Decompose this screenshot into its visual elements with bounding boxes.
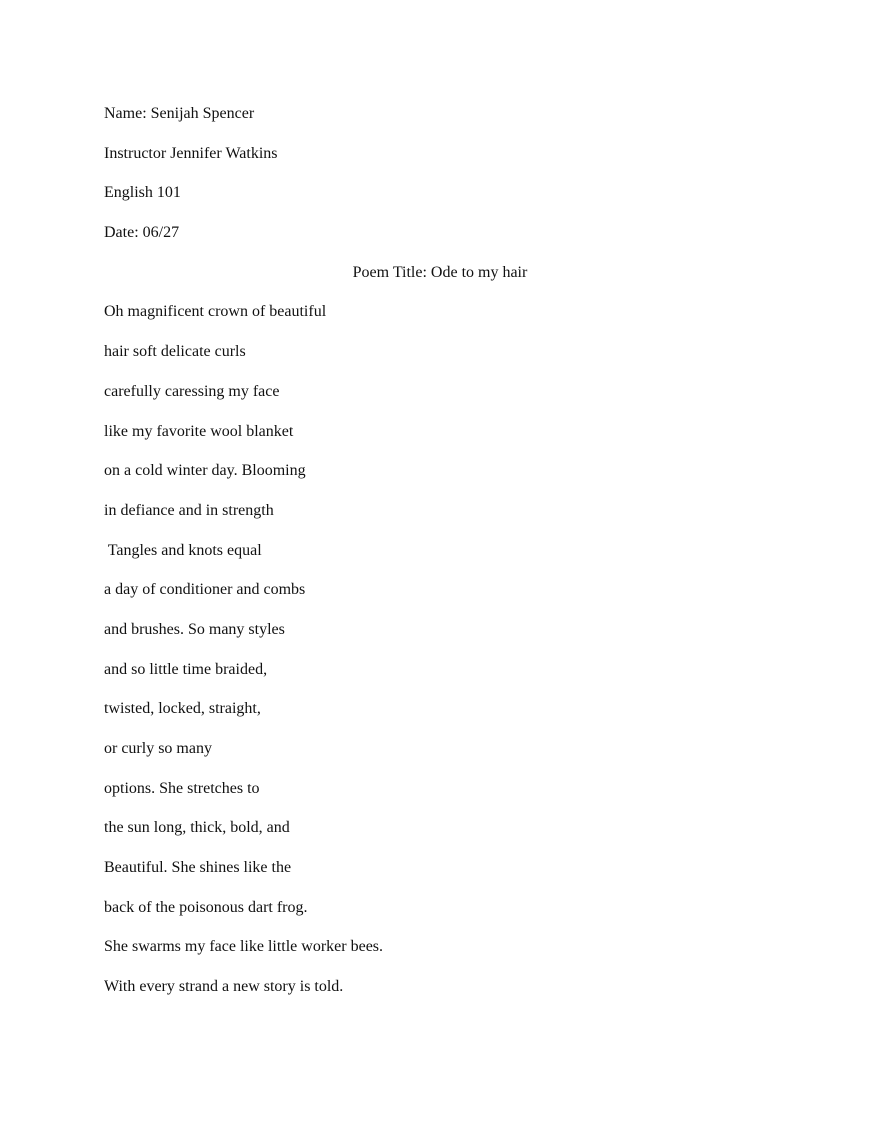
poem-title: Poem Title: Ode to my hair [352, 263, 528, 281]
poem-line: With every strand a new story is told. [104, 978, 344, 996]
poem-line: hair soft delicate curls [104, 343, 246, 361]
poem-line: Tangles and knots equal [104, 541, 262, 559]
poem-line: and brushes. So many styles [104, 620, 285, 638]
poem-line: Beautiful. She shines like the [104, 859, 292, 877]
poem-line: the sun long, thick, bold, and [104, 819, 290, 837]
poem-line: carefully caressing my face [104, 382, 280, 400]
instructor-name: Instructor Jennifer Watkins [104, 144, 278, 162]
poem-line: in defiance and in strength [104, 501, 274, 519]
poem-line: on a cold winter day. Blooming [104, 462, 306, 480]
poem-line: a day of conditioner and combs [104, 581, 306, 599]
course-name: English 101 [104, 184, 181, 202]
date: Date: 06/27 [104, 224, 180, 242]
poem-line: like my favorite wool blanket [104, 422, 294, 440]
document-body [104, 103, 776, 1016]
poem-line: options. She stretches to [104, 779, 260, 797]
poem-line: back of the poisonous dart frog. [104, 898, 308, 916]
student-name: Name: Senijah Spencer [104, 105, 255, 122]
poem-line: twisted, locked, straight, [104, 700, 261, 718]
poem-line: and so little time braided, [104, 660, 268, 678]
poem-line: Oh magnificent crown of beautiful [104, 303, 327, 321]
poem-line: or curly so many [104, 740, 212, 757]
poem-line: She swarms my face like little worker bees. [104, 938, 384, 956]
